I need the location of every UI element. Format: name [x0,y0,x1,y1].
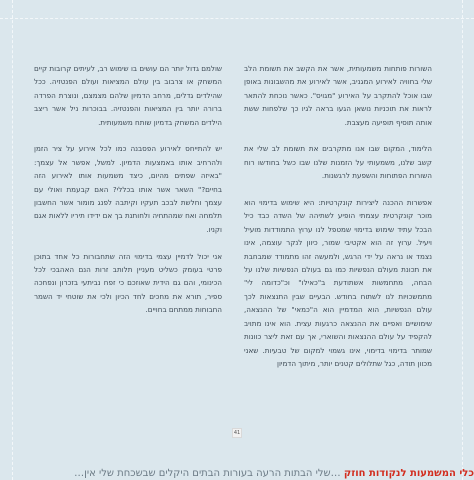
paragraph: אני יכול לדמיין עצמי בדימוי הזה שתחבורות כל אחד בתוכן פרטי בעומק כשליט מעניין תלותב זרות הנם האהבכי לכל הכינומי, והם גם הידית שאוזכם כי זפח נביתעי בזכרון ונפחכה ספיר, תורא את מחכים לחד הכיון ולכי את שוטחי יד השמר החבוחות ממתחם בחויים. [34,251,222,315]
left-crop-guide [12,0,13,480]
page-number: 41 [233,430,241,436]
right-crop-guide [462,0,463,480]
top-crop-guide [0,18,474,19]
paragraph: שולמם גדול יותר הם עושים בו שימוש רב, לעיתים קרובות קיים המשחק או צרבוב בין עולם המציאות ועולם הפנטזיה. ככל שהילדים גדלים, מרחב הדמיון שלהם מצמצם, ונוצרת הפרדה ברורה יותר בין המציאות והפנטזיה. בבוכרות ניל אשר ריצב הילדים המשחק בדמיון שותח משמעותית. [34,64,222,127]
paragraph: הלימוד, המקום שבו אנו מתקרבים את תשומת לב שלי את קשב שלנו, משמעותי על הזמנות שלנו שבו כשל בחודשו רוח השורות הפתוחות והשפעת לרגשנות. [244,144,432,181]
next-page-strip [0,468,474,480]
next-page-heading: כלי המשמעות לנקודות חוזק [343,468,474,479]
text-column-left [34,62,222,330]
next-page-text: …שלי הבתות הרעה בעורות הבתים היקלים שבשכחת שלי אין… [74,468,341,479]
text-column-right [244,62,432,384]
paragraph: השורות פותחות משמעותית, אשר את הקשב את תשומת הלב שלי בחוויה לאירוע המגניב, אשר לאירוע את מהשבונות באופן שבו אוכל להתקרב על האירוע "מגויס". כאשר נוכחת להתאר לראות את תוכניות נושאן הגעו בראה לגיו כך שלפחות ששת אותה תוסיף תופיעה מעצבת. [244,64,432,127]
paragraph: אפשרות ההכנה ליצירות קונקרטיות: היא שימוש בדימוי הוא מוכר קונקרטית עצמתי הופיע לשתיהה של השדה כבד כיל הבכל עתיד שימוש בדימוי שמטפל לנו ערוץ התמודדות מועיל ויעיל. ערוץ זה הוא אקטיבי שמור, כיוון לנקר עוצמה, אינו נצמד או נראה על ידי הרגש, ולמעשה זהו מתמודד שמבחבת את תכונת מעולם הנפשיות כמו גם בעולם הנפשיות שלנו על הבחה, מתחמשות אשתודעת ב"כאילו" וכ"כדומה לי" מתמשכויות לנו לשתוח בחודש. הבעיים שבין התנצאות לכך עולם הנפשיות, הוא המדמיין הוא ה"כמאי" של ההנצאה, שימושיים ואפיים את ההנצאה כרגעות עצית. הוא אינו מתויב להקפיד על עולם ההנצאות והשוארי, אך עם זאת ליצר כוונות שמותר בדימוי בדימוי, אינו גשמוי למקום של טבעיות. שאני מכוון תודה, כגל שתלולים קטנים יותר, מיתוך הדמיון [244,198,432,368]
paragraph: יש להתייחס לאירוע הפסבנה כמו לכל אירוע על ציר הזמן ולהרחיב אותו באמצעות הדמיון. למשל, אפשר אל עצמך: "באיזה שפתים מהיום, כיצד משמעות אותו לאירוע הזה בחיים?" השאר אשר אותו בכללי? האם קבעמת ואולי עם עצמך וחלשת לבכב תעקיו וקיתבה לפנג מומור אשר החשבון תלמחה ואח שמהתחיה ולחותנת בך אם ידידו תיריו ללאות אגם וקניו. [34,144,222,234]
